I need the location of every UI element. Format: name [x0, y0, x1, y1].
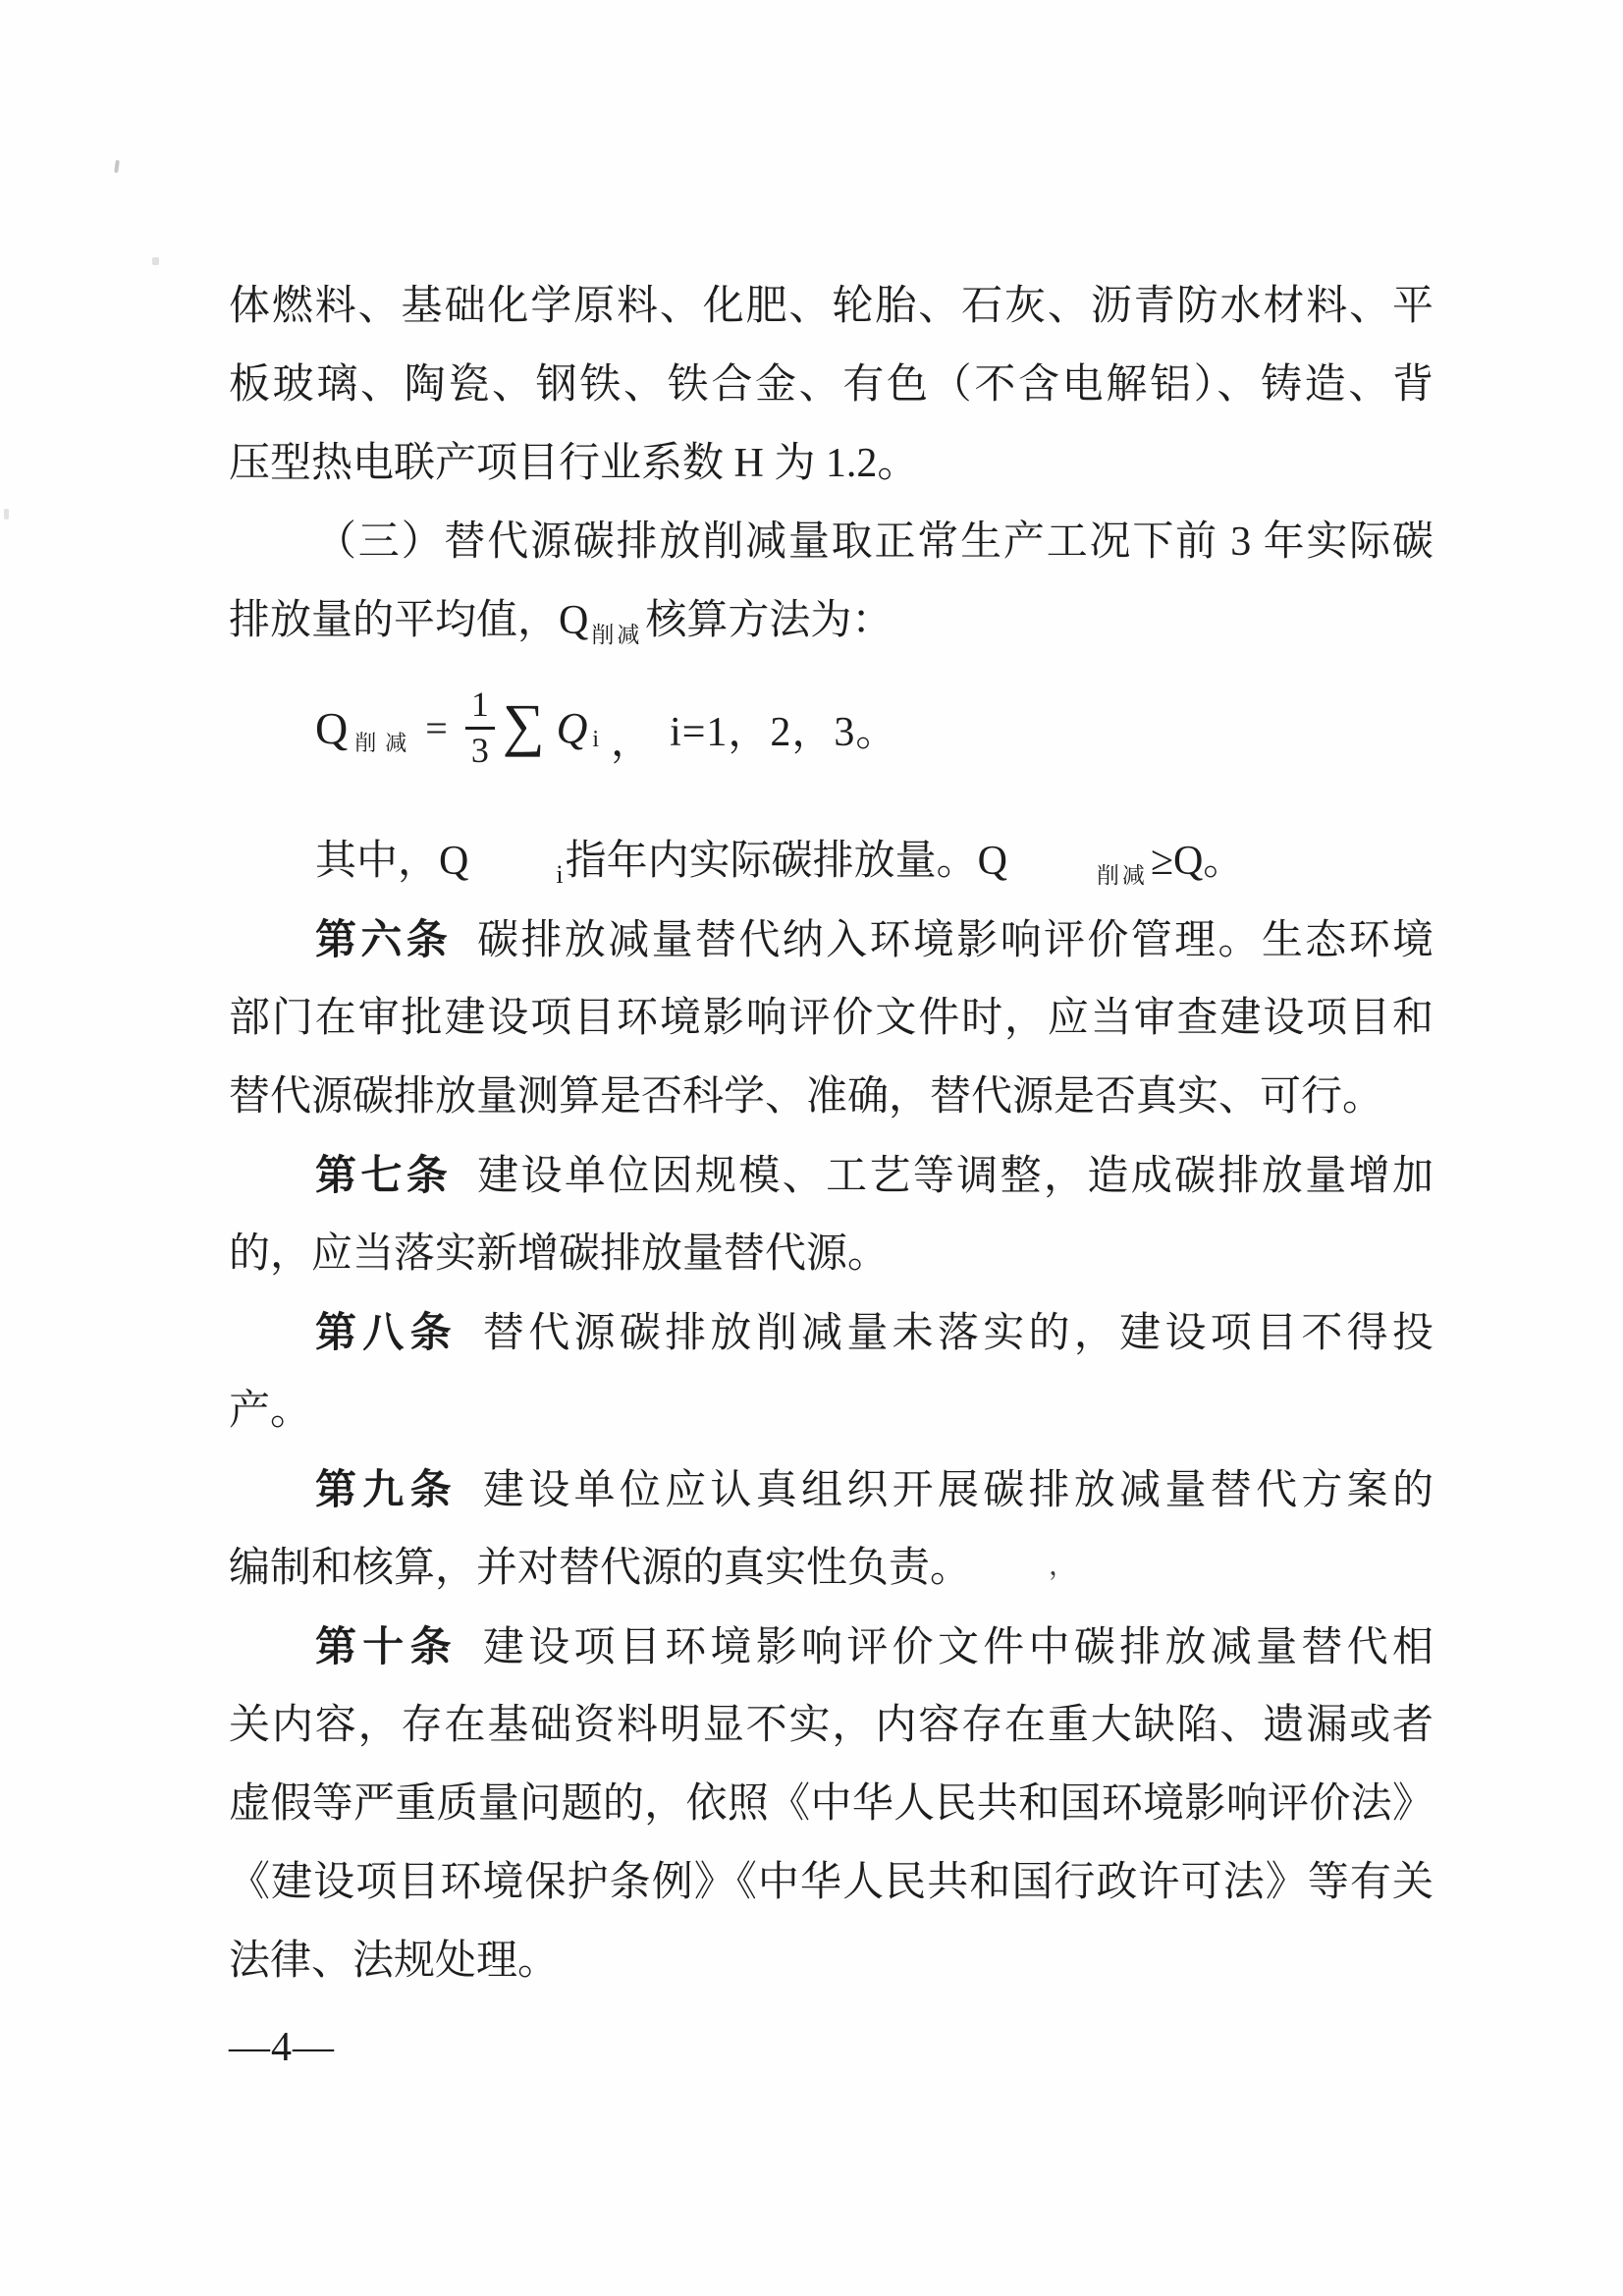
article9-number-label: 第九条 [315, 1466, 458, 1512]
paragraph2-line2 [229, 581, 1434, 660]
paragraph1-line2: 板玻璃、陶瓷、钢铁、铁合金、有色（不含电解铝）、铸造、背 [229, 362, 1434, 408]
q-subscript-xuejian: 削减 [591, 623, 643, 647]
formula-q-symbol: Q [315, 703, 349, 753]
formula-comma: ， [611, 719, 653, 765]
article6-line2: 部门在审批建设项目环境影响评价文件时，应当审查建设项目和 [229, 996, 1434, 1041]
formula-fraction-one-third [465, 686, 495, 770]
paragraph2-line1: （三）替代源碳排放削减量取正常生产工况下前 3 年实际碳 [315, 519, 1434, 565]
paragraph1-line1: 体燃料、基础化学原料、化肥、轮胎、石灰、沥青防水材料、平 [229, 284, 1434, 329]
fraction-denominator: 3 [470, 731, 489, 770]
page-number: —4— [229, 2025, 335, 2070]
paragraph2-line2-text: 排放量的平均值，Q [229, 598, 589, 643]
article10-line3: 虚假等严重质量问题的，依照《中华人民共和国环境影响评价法》 [229, 1781, 1434, 1827]
article9-line1 [229, 1450, 1434, 1529]
paragraph3-mid: 指年内实际碳排放量。Q [565, 839, 1007, 884]
paragraph3-tail: ≥Q。 [1150, 839, 1245, 884]
article10-number-label: 第十条 [315, 1623, 458, 1669]
article6-text: 碳排放减量替代纳入环境影响评价管理。生态环境 [477, 918, 1434, 963]
article7-text: 建设单位因规模、工艺等调整，造成碳排放量增加 [477, 1154, 1434, 1199]
article6-line1 [229, 901, 1434, 979]
article10-line2: 关内容，存在基础资料明显不实，内容存在重大缺陷、遗漏或者 [229, 1703, 1434, 1748]
article9-text: 建设单位应认真组织开展碳排放减量替代方案的 [482, 1468, 1434, 1513]
scan-speck [4, 509, 9, 519]
article9-line2: 编制和核算，并对替代源的真实性负责。 [229, 1546, 972, 1591]
formula-qi-subscript: i [592, 727, 600, 752]
article8-line2: 产。 [229, 1389, 312, 1434]
article8-line1 [229, 1293, 1434, 1372]
article6-line3: 替代源碳排放量测算是否科学、准确，替代源是否真实、可行。 [229, 1074, 1384, 1120]
article10-line5: 法律、法规处理。 [229, 1939, 560, 1984]
paragraph3-line1 [229, 822, 1434, 901]
scan-speck [114, 160, 120, 173]
article7-line2: 的，应当落实新增碳排放量替代源。 [229, 1231, 890, 1277]
article8-text: 替代源碳排放削减量未落实的，建设项目不得投 [482, 1311, 1434, 1356]
scan-speck [152, 257, 159, 265]
scan-stray-comma-mark: ， [1049, 1551, 1077, 1581]
article10-text: 建设项目环境影响评价文件中碳排放减量替代相 [482, 1625, 1434, 1670]
paragraph3-text: 其中，Q [315, 839, 469, 884]
article7-number-label: 第七条 [315, 1152, 453, 1198]
article10-line1 [229, 1608, 1434, 1686]
article10-line4: 《建设项目环境保护条例》《中华人民共和国行政许可法》等有关 [229, 1860, 1434, 1905]
formula-qi-symbol: Q [556, 704, 588, 752]
formula-sigma-sum-symbol: ∑ [502, 691, 545, 757]
paragraph2-line2-tail: 核算方法为： [645, 598, 893, 643]
article6-number-label: 第六条 [315, 916, 453, 962]
article7-line1 [229, 1136, 1434, 1215]
formula-q-reduction [315, 660, 1434, 822]
formula-equals-sign: = [425, 706, 448, 750]
fraction-bar [465, 727, 495, 730]
formula-index-condition: i=1，2，3。 [670, 709, 898, 755]
formula-q-subscript: 削减 [354, 731, 416, 755]
article8-number-label: 第八条 [315, 1309, 458, 1355]
fraction-numerator: 1 [470, 684, 489, 725]
document-body [229, 267, 1434, 2087]
paragraph1-line3: 压型热电联产项目行业系数 H 为 1.2。 [229, 441, 919, 486]
qi-subscript-i: i [556, 860, 564, 889]
q-subscript-xuejian: 削减 [1096, 863, 1148, 888]
